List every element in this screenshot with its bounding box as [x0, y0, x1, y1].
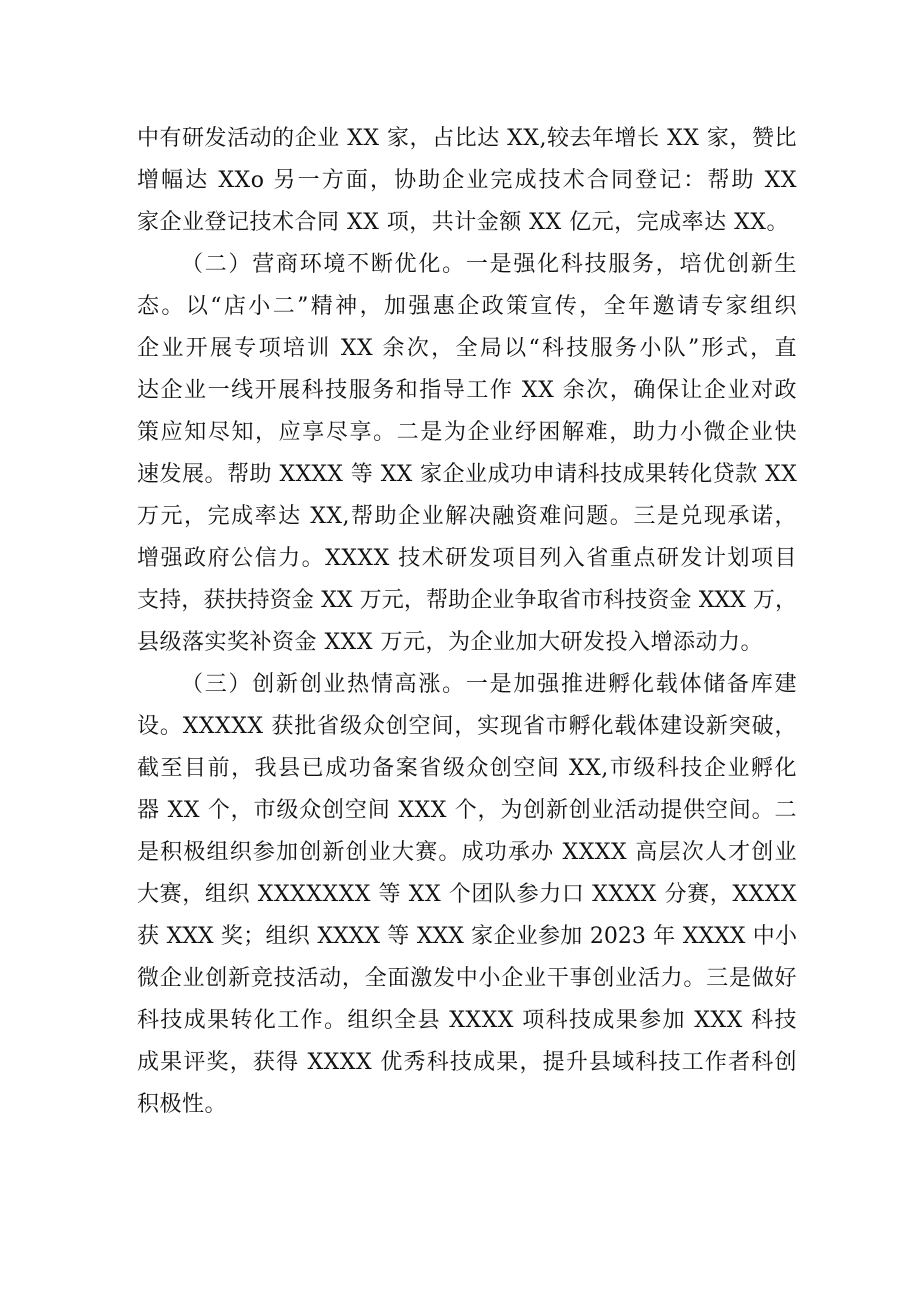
text-line: 器 XX 个，市级众创空间 XXX 个，为创新创业活动提供空间。二: [137, 798, 797, 823]
text-line: 设。XXXXX 获批省级众创空间，实现省市孵化载体建设新突破，: [137, 714, 797, 739]
text-line: 是积极组织参加创新创业大赛。成功承办 XXXX 高层次人才创业: [137, 840, 797, 865]
text-line: 速发展。帮助 XXXX 等 XX 家企业成功申请科技成果转化贷款 XX: [137, 462, 797, 487]
text-line: 企业开展专项培训 XX 余次，全局以“科技服务小队”形式，直: [137, 336, 797, 361]
text-line: 策应知尽知，应享尽享。二是为企业纾困解难，助力小微企业快: [137, 420, 797, 445]
text-line: 态。以“店小二”精神，加强惠企政策宣传，全年邀请专家组织: [137, 294, 797, 319]
text-line: 增强政府公信力。XXXX 技术研发项目列入省重点研发计划项目: [137, 546, 797, 571]
text-line: 积极性。: [137, 1092, 228, 1117]
text-line: 成果评奖，获得 XXXX 优秀科技成果，提升县域科技工作者科创: [137, 1050, 797, 1075]
text-line: 万元，完成率达 XX,帮助企业解决融资难问题。三是兑现承诺，: [137, 504, 797, 529]
text-line: 支持，获扶持资金 XX 万元，帮助企业争取省市科技资金 XXX 万，: [137, 588, 797, 613]
text-line: 大赛，组织 XXXXXXX 等 XX 个团队参力口 XXXX 分赛，XXXX: [137, 882, 797, 907]
text-line: 县级落实奖补资金 XXX 万元，为企业加大研发投入增添动力。: [137, 630, 763, 655]
text-line: 家企业登记技术合同 XX 项，共计金额 XX 亿元，完成率达 XX。: [137, 210, 789, 235]
text-line: 截至目前，我县已成功备案省级众创空间 XX,市级科技企业孵化: [137, 756, 797, 781]
paragraph-first-line: （三）创新创业热情高涨。一是加强推进孵化载体储备库建: [181, 672, 797, 697]
text-line: 微企业创新竞技活动，全面激发中小企业干事创业活力。三是做好: [137, 966, 797, 991]
text-line: 获 XXX 奖；组织 XXXX 等 XXX 家企业参加 2023 年 XXXX 中小: [137, 924, 797, 949]
document-body: [137, 118, 797, 1126]
paragraph-first-line: （二）营商环境不断优化。一是强化科技服务，培优创新生: [181, 252, 797, 277]
text-line: 中有研发活动的企业 XX 家，占比达 XX,较去年增长 XX 家，赞比: [137, 126, 797, 151]
text-line: 增幅达 XXo 另一方面，协助企业完成技术合同登记：帮助 XX: [137, 168, 797, 193]
text-line: 科技成果转化工作。组织全县 XXXX 项科技成果参加 XXX 科技: [137, 1008, 797, 1033]
text-line: 达企业一线开展科技服务和指导工作 XX 余次，确保让企业对政: [137, 378, 797, 403]
